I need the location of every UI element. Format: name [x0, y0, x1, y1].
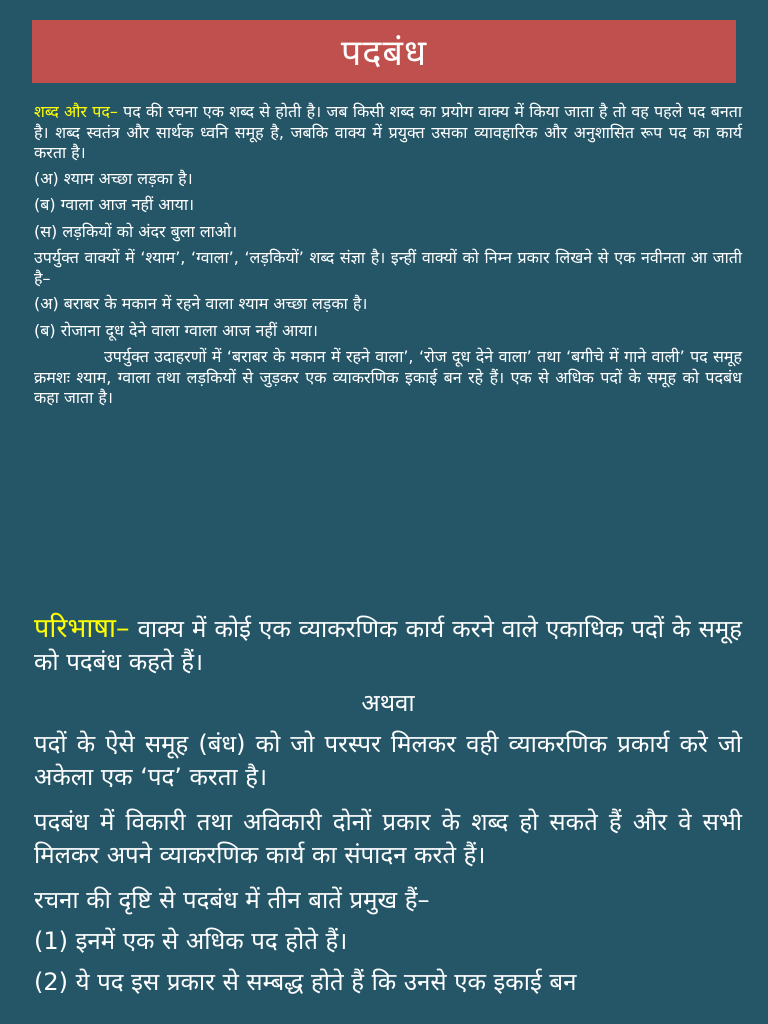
point-2: (2) ये पद इस प्रकार से सम्बद्ध होते हैं कि उनसे एक इकाई बन [34, 968, 577, 996]
or-separator: अथवा [361, 689, 415, 717]
title-banner [32, 20, 736, 83]
definition-section [34, 612, 742, 1007]
intro-label: शब्द और पद– [34, 102, 118, 121]
intro-paragraph [34, 102, 742, 164]
definition-text: वाक्य में कोई एक व्याकरणिक कार्य करने वाले एकाधिक पदों के समूह को पदबंध कहते हैं। [34, 615, 742, 676]
example-2a: (अ) बराबर के मकान में रहने वाला श्याम अच्छा लड़का है। [34, 294, 368, 313]
paragraph-5: पदबंध में विकारी तथा अविकारी दोनों प्रकार के शब्द हो सकते हैं और वे सभी मिलकर अपने व्याकरणिक कार्य का संपादन करते हैं। [34, 808, 742, 869]
example-2b: (ब) रोजाना दूध देने वाला ग्वाला आज नहीं आया। [34, 320, 318, 340]
paragraph-2: उपर्युक्त वाक्यों में ‘श्याम’, ‘ग्वाला’, ‘लड़कियों’ शब्द संज्ञा है। इन्हीं वाक्यों को निम्न प्रकार लिखने से एक नवीनता आ जाती है– [34, 248, 742, 288]
page-title: पदबंध [340, 33, 428, 74]
example-1c: (स) लड़कियों को अंदर बुला लाओ। [34, 221, 238, 241]
point-1: (1) इनमें एक से अधिक पद होते हैं। [34, 927, 348, 955]
paragraph-4: पदों के ऐसे समूह (बंध) को जो परस्पर मिलकर वही व्याकरणिक प्रकार्य करे जो अकेला एक ‘पद’ करता है। [34, 730, 742, 791]
paragraph-6: रचना की दृष्टि से पदबंध में तीन बातें प्रमुख हैं– [34, 886, 430, 914]
example-1b: (ब) ग्वाला आज नहीं आया। [34, 195, 195, 214]
example-1a: (अ) श्याम अच्छा लड़का है। [34, 168, 193, 188]
definition-paragraph [34, 612, 742, 679]
intro-section [34, 102, 742, 414]
intro-text: पद की रचना एक शब्द से होती है। जब किसी शब्द का प्रयोग वाक्य में किया जाता है तो वह पहले पद बनता है। शब्द स्वतंत्र और सार्थक ध्वनि समूह है, जबकि वाक्य में प्रयुक्त उसका व्यावहारिक और अनुशासित रूप पद का कार्य करता है। [34, 102, 742, 162]
paragraph-3: उपर्युक्त उदाहरणों में ‘बराबर के मकान में रहने वाला’, ‘रोज दूध देने वाला’ तथा ‘बगीचे में गाने वाली’ पद समूह क्रमशः श्याम, ग्वाला तथा लड़कियों से जुड़कर एक व्याकरणिक इकाई बन रहे हैं। एक से अधिक पदों के समूह को पदबंध कहा जाता है। [34, 347, 742, 407]
definition-label: परिभाषा– [34, 613, 130, 644]
